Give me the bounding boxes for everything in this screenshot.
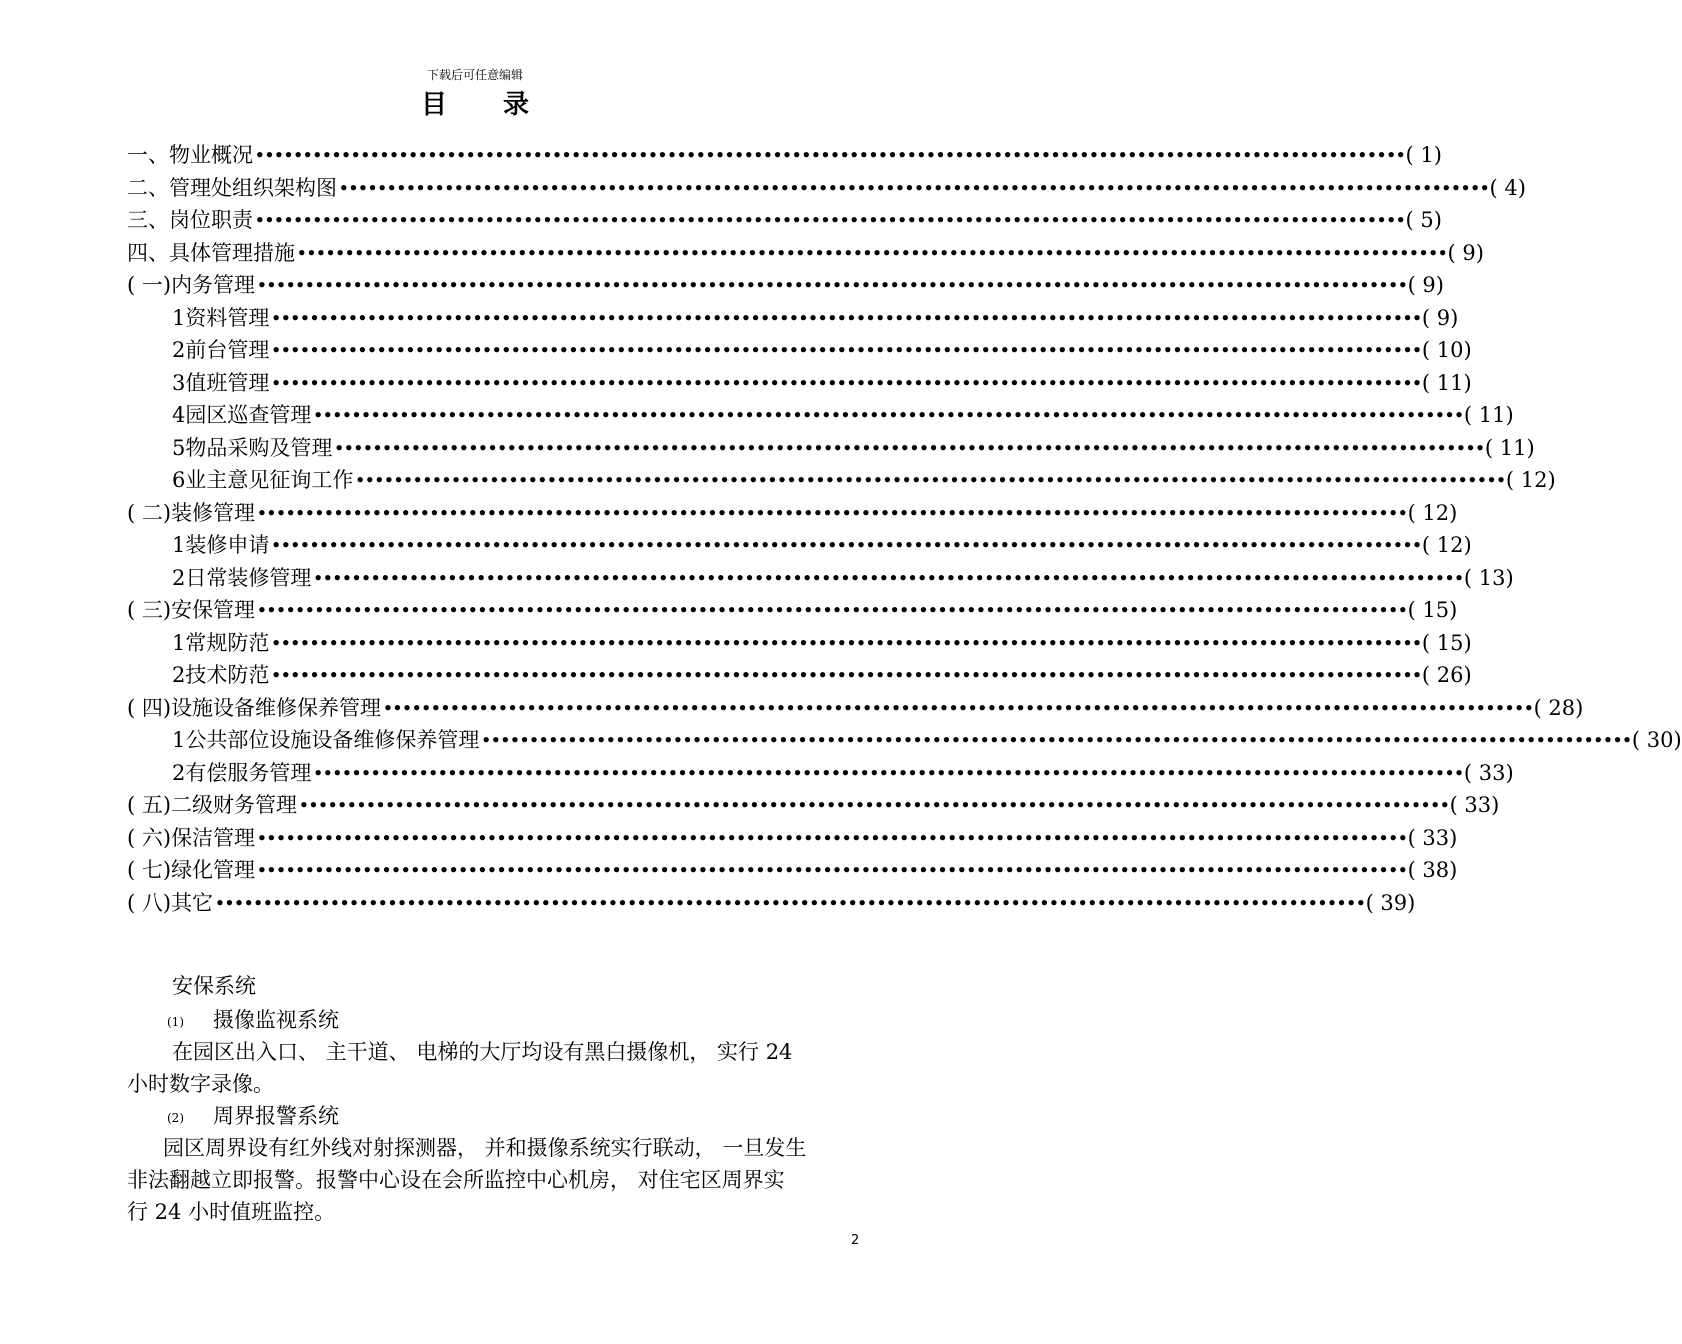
toc-entry-number: 1 (172, 305, 186, 330)
toc-leader-dots: •••••••••••••••••••••••••••••••••••••••••••••••••••••••••••••••••••••••••••••••••••••••••••••••••••••••••••••••••••••••• (271, 308, 1422, 327)
toc-entry-page: ( 15) (1407, 598, 1458, 622)
item2-paragraph-line2 (127, 1164, 862, 1196)
toc-entry-page: ( 1) (1405, 143, 1442, 167)
toc-entry[interactable] (172, 660, 1472, 690)
toc-leader-dots: •••••••••••••••••••••••••••••••••••••••••••••••••••••••••••••••••••••••••••••••••••••••••••••••••••••••••••••••••••••••• (271, 341, 1422, 359)
toc-entry-title: 资料管理 (185, 305, 270, 330)
item2-paragraph-text3: 行 24 小时值班监控。 (127, 1200, 336, 1224)
toc-entry-title: 常规防范 (185, 630, 270, 655)
toc-entry-number: ( 二) (127, 500, 172, 525)
toc-entry-page: ( 11) (1463, 403, 1514, 427)
toc-entry-number: 2 (172, 565, 186, 590)
toc-entry-page: ( 12) (1407, 500, 1458, 525)
toc-entry-page: ( 9) (1407, 273, 1444, 297)
toc-entry[interactable] (172, 433, 1535, 463)
toc-entry[interactable] (172, 563, 1514, 593)
toc-entry-page: ( 30) (1631, 728, 1682, 752)
toc-entry-number: 3 (172, 370, 186, 395)
toc-entry-title: 装修申请 (185, 533, 270, 557)
section-title-line (127, 970, 862, 1002)
toc-entry-page: ( 5) (1405, 208, 1442, 232)
section-title: 安保系统 (172, 974, 256, 998)
toc-leader-dots: •••••••••••••••••••••••••••••••••••••••••••••••••••••••••••••••••••••••••••••••••••••••••••••••••••••••••••••••••••••••• (255, 211, 1406, 229)
toc-leader-dots: •••••••••••••••••••••••••••••••••••••••••••••••••••••••••••••••••••••••••••••••••••••••••••••••••••••••••••••••••••••••• (383, 698, 1534, 717)
toc-entry-number: ( 六) (127, 825, 172, 850)
toc-entry[interactable] (172, 465, 1556, 495)
toc-entry[interactable] (172, 400, 1514, 430)
toc-entry[interactable] (127, 693, 1584, 723)
toc-leader-dots: •••••••••••••••••••••••••••••••••••••••••••••••••••••••••••••••••••••••••••••••••••••••••••••••••••••••••••••••••••••••• (215, 893, 1366, 912)
toc-entry-page: ( 13) (1463, 565, 1514, 590)
item1-paragraph-text2: 小时数字录像。 (127, 1072, 274, 1096)
item2-heading-line (127, 1100, 862, 1134)
header-note: 下载后可任意编辑 (426, 68, 523, 82)
toc-entry[interactable] (172, 530, 1472, 560)
toc-entry-page: ( 4) (1489, 175, 1526, 200)
toc-leader-dots: •••••••••••••••••••••••••••••••••••••••••••••••••••••••••••••••••••••••••••••••••••••••••••••••••••••••••••••••••••••••• (257, 828, 1408, 847)
toc-entry[interactable] (127, 140, 1442, 170)
toc-entry-number: 一、 (127, 143, 169, 167)
toc-leader-dots: •••••••••••••••••••••••••••••••••••••••••••••••••••••••••••••••••••••••••••••••••••••••••••••••••••••••••••••••••••••••• (257, 861, 1408, 879)
toc-entry-number: ( 五) (127, 793, 172, 817)
item1-marker: (1) (167, 1014, 184, 1029)
toc-entry[interactable] (127, 498, 1458, 528)
toc-entry-number: 1 (172, 630, 186, 655)
toc-entry-number: 5 (172, 435, 186, 460)
toc-entry-title: 日常装修管理 (185, 565, 312, 590)
toc-leader-dots: •••••••••••••••••••••••••••••••••••••••••••••••••••••••••••••••••••••••••••••••••••••••••••••••••••••••••••••••••••••••• (257, 503, 1408, 522)
toc-entry[interactable] (127, 238, 1484, 268)
item2-paragraph-line1 (127, 1132, 862, 1164)
toc-entry[interactable] (172, 303, 1459, 333)
toc-leader-dots: •••••••••••••••••••••••••••••••••••••••••••••••••••••••••••••••••••••••••••••••••••••••••••••••••••••••••••••••••••••••• (313, 763, 1464, 782)
toc-leader-dots: •••••••••••••••••••••••••••••••••••••••••••••••••••••••••••••••••••••••••••••••••••••••••••••••••••••••••••••••••••••••• (313, 406, 1464, 424)
toc-leader-dots: •••••••••••••••••••••••••••••••••••••••••••••••••••••••••••••••••••••••••••••••••••••••••••••••••••••••••••••••••••••••• (299, 796, 1450, 814)
toc-entry-number: ( 一) (127, 273, 172, 297)
toc-entry-page: ( 9) (1447, 240, 1484, 265)
toc-entry[interactable] (172, 628, 1472, 658)
toc-entry[interactable] (127, 595, 1458, 625)
toc-leader-dots: •••••••••••••••••••••••••••••••••••••••••••••••••••••••••••••••••••••••••••••••••••••••••••••••••••••••••••••••••••••••• (481, 731, 1632, 749)
toc-entry-number: 6 (172, 468, 186, 492)
toc-entry-number: ( 四) (127, 695, 172, 720)
toc-entry-title: 安保管理 (171, 598, 256, 622)
item1-title: 摄像监视系统 (213, 1008, 339, 1032)
toc-entry-title: 岗位职责 (169, 208, 253, 232)
toc-entry-number: 4 (172, 403, 186, 427)
toc-leader-dots: •••••••••••••••••••••••••••••••••••••••••••••••••••••••••••••••••••••••••••••••••••••••••••••••••••••••••••••••••••••••• (257, 276, 1408, 294)
toc-entry-number: 2 (172, 663, 186, 687)
toc-entry-title: 内务管理 (171, 273, 256, 297)
toc-entry-title: 管理处组织架构图 (169, 175, 337, 200)
page-number: 2 (851, 1233, 860, 1248)
toc-entry[interactable] (127, 173, 1526, 203)
item2-marker: (2) (167, 1110, 184, 1125)
toc-entry-page: ( 15) (1421, 630, 1472, 655)
toc-entry-title: 园区巡查管理 (185, 403, 312, 427)
toc-entry[interactable] (127, 855, 1458, 885)
toc-entry-title: 前台管理 (185, 338, 270, 362)
item1-paragraph-line1 (127, 1036, 862, 1068)
toc-entry-title: 物业概况 (169, 143, 253, 167)
toc-entry-title: 绿化管理 (171, 858, 256, 882)
item1-paragraph-line2 (127, 1068, 862, 1100)
toc-entry-number: 四、 (127, 240, 169, 265)
toc-leader-dots: •••••••••••••••••••••••••••••••••••••••••••••••••••••••••••••••••••••••••••••••••••••••••••••••••••••••••••••••••••••••• (271, 666, 1422, 684)
toc-entry-number: ( 八) (127, 890, 172, 915)
toc-entry[interactable] (172, 725, 1682, 755)
toc-leader-dots: •••••••••••••••••••••••••••••••••••••••••••••••••••••••••••••••••••••••••••••••••••••••••••••••••••••••••••••••••••••••• (255, 146, 1406, 164)
toc-entry-number: 1 (172, 728, 186, 752)
toc-leader-dots: •••••••••••••••••••••••••••••••••••••••••••••••••••••••••••••••••••••••••••••••••••••••••••••••••••••••••••••••••••••••• (355, 471, 1506, 489)
toc-entry[interactable] (127, 790, 1500, 820)
toc-entry-title: 有偿服务管理 (185, 760, 312, 785)
toc-entry-page: ( 12) (1421, 533, 1472, 557)
item2-paragraph-text2: 非法翻越立即报警。报警中心设在会所监控中心机房， 对住宅区周界实 (127, 1168, 785, 1192)
toc-entry[interactable] (172, 758, 1514, 788)
toc-title-left: 目 (420, 90, 447, 120)
toc-title-right: 录 (503, 90, 530, 120)
toc-entry-title: 值班管理 (185, 370, 270, 395)
toc-entry-page: ( 33) (1463, 760, 1514, 785)
item1-paragraph-text1: 在园区出入口、 主干道、 电梯的大厅均设有黑白摄像机， 实行 24 (172, 1040, 793, 1064)
toc-entry-page: ( 38) (1407, 858, 1458, 882)
toc-leader-dots: •••••••••••••••••••••••••••••••••••••••••••••••••••••••••••••••••••••••••••••••••••••••••••••••••••••••••••••••••••••••• (257, 601, 1408, 619)
toc-entry-title: 业主意见征询工作 (185, 468, 354, 492)
toc-leader-dots: •••••••••••••••••••••••••••••••••••••••••••••••••••••••••••••••••••••••••••••••••••••••••••••••••••••••••••••••••••••••• (271, 633, 1422, 652)
toc-entry-number: 2 (172, 338, 186, 362)
item2-paragraph-text1: 园区周界设有红外线对射探测器， 并和摄像系统实行联动， 一旦发生 (163, 1136, 807, 1160)
item2-paragraph-line3 (127, 1196, 862, 1228)
toc-entry[interactable] (127, 823, 1458, 853)
toc-entry-page: ( 39) (1365, 890, 1416, 915)
toc-entry-title: 二级财务管理 (171, 793, 298, 817)
toc-entry-page: ( 12) (1505, 468, 1556, 492)
toc-entry-page: ( 10) (1421, 338, 1472, 362)
toc-entry-title: 保洁管理 (171, 825, 256, 850)
toc-entry-number: ( 七) (127, 858, 172, 882)
toc-entry-page: ( 26) (1421, 663, 1472, 687)
toc-entry-number: 三、 (127, 208, 169, 232)
toc-entry-page: ( 11) (1484, 435, 1535, 460)
toc-entry-title: 设施设备维修保养管理 (171, 695, 382, 720)
toc-leader-dots: •••••••••••••••••••••••••••••••••••••••••••••••••••••••••••••••••••••••••••••••••••••••••••••••••••••••••••••••••••••••• (271, 536, 1422, 554)
toc-entry-page: ( 33) (1407, 825, 1458, 850)
toc-entry-title: 装修管理 (171, 500, 256, 525)
toc-entry-page: ( 28) (1533, 695, 1584, 720)
item2-title: 周界报警系统 (213, 1104, 339, 1128)
toc-entry-title: 其它 (171, 890, 214, 915)
toc-entry-title: 公共部位设施设备维修保养管理 (185, 728, 480, 752)
toc-leader-dots: •••••••••••••••••••••••••••••••••••••••••••••••••••••••••••••••••••••••••••••••••••••••••••••••••••••••••••••••••••••••• (313, 568, 1464, 587)
toc-entry[interactable] (127, 888, 1416, 918)
toc-leader-dots: •••••••••••••••••••••••••••••••••••••••••••••••••••••••••••••••••••••••••••••••••••••••••••••••••••••••••••••••••••••••• (297, 243, 1448, 262)
toc-entry[interactable] (172, 335, 1472, 365)
toc-entry-number: ( 三) (127, 598, 172, 622)
toc-entry-page: ( 33) (1449, 793, 1500, 817)
toc-entry-page: ( 9) (1421, 305, 1459, 330)
toc-leader-dots: •••••••••••••••••••••••••••••••••••••••••••••••••••••••••••••••••••••••••••••••••••••••••••••••••••••••••••••••••••••••• (339, 178, 1490, 197)
toc-entry-number: 二、 (127, 175, 169, 200)
toc-entry-page: ( 11) (1421, 370, 1472, 395)
item1-heading-line (127, 1004, 862, 1038)
toc-leader-dots: •••••••••••••••••••••••••••••••••••••••••••••••••••••••••••••••••••••••••••••••••••••••••••••••••••••••••••••••••••••••• (271, 373, 1422, 392)
toc-entry-number: 1 (172, 533, 186, 557)
toc-entry[interactable] (127, 270, 1444, 300)
toc-entry-number: 2 (172, 760, 186, 785)
toc-entry-title: 技术防范 (185, 663, 270, 687)
toc-entry-title: 具体管理措施 (169, 240, 295, 265)
toc-entry[interactable] (127, 205, 1442, 235)
toc-entry[interactable] (172, 368, 1472, 398)
toc-title (0, 84, 950, 121)
toc-entry-title: 物品采购及管理 (185, 435, 333, 460)
toc-leader-dots: •••••••••••••••••••••••••••••••••••••••••••••••••••••••••••••••••••••••••••••••••••••••••••••••••••••••••••••••••••••••• (334, 438, 1485, 457)
